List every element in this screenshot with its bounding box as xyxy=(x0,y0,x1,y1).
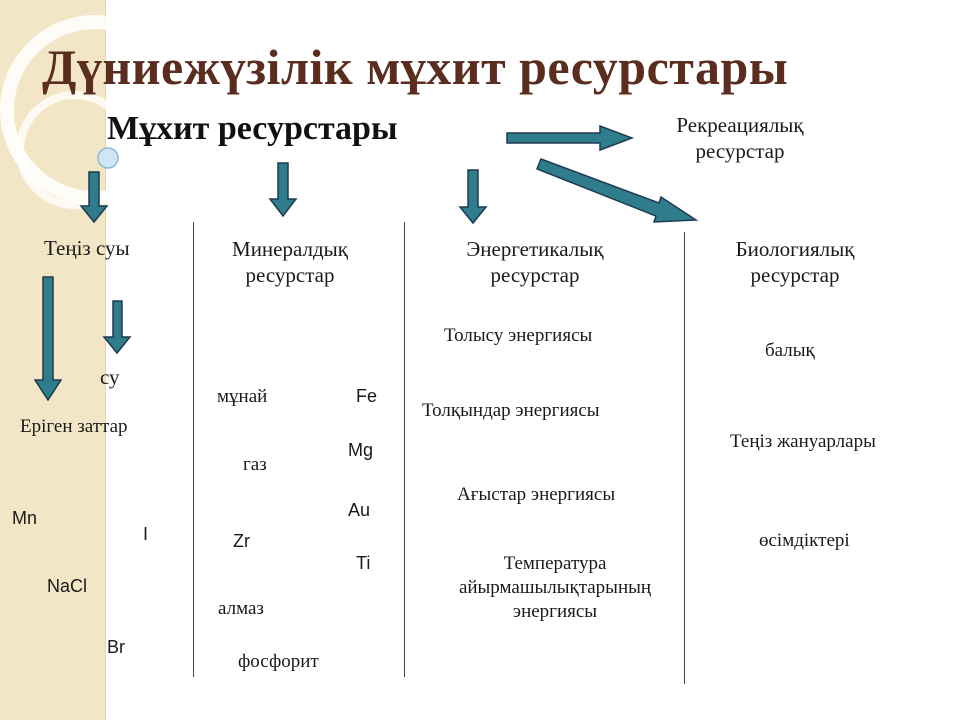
element-mn: Mn xyxy=(12,508,38,528)
sea-water-heading: Теңіз суы xyxy=(44,236,130,260)
arrow-down-icon xyxy=(270,163,296,216)
sea-animals-item: Теңіз жануарлары xyxy=(730,431,876,452)
dissolved-substances-item: Еріген заттар xyxy=(20,416,128,437)
element-mg: Mg xyxy=(348,440,374,460)
fish-item: балық xyxy=(765,340,815,361)
thermal-energy-item: Температура айырмашылықтарының энергиясы xyxy=(458,553,652,622)
wave-energy-item: Толқындар энергиясы xyxy=(422,400,600,421)
subtitle: Мұхит ресурстары xyxy=(107,110,398,147)
oil-item: мұнай xyxy=(217,386,268,407)
element-au: Au xyxy=(348,500,371,520)
arrow-diagonal-icon xyxy=(537,159,696,222)
mineral-heading: Минералдық ресурстар xyxy=(232,237,348,288)
arrow-right-icon xyxy=(507,126,632,150)
arrow-down-icon xyxy=(81,172,107,222)
energy-heading: Энергетикалық ресурстар xyxy=(466,237,604,288)
element-ti: Ti xyxy=(356,553,371,573)
plants-item: өсімдіктері xyxy=(759,530,850,551)
tidal-energy-item: Толысу энергиясы xyxy=(444,325,593,346)
arrow-down-icon xyxy=(35,277,61,400)
element-br: Br xyxy=(107,637,125,657)
arrow-down-icon xyxy=(460,170,486,223)
element-zr: Zr xyxy=(233,531,250,551)
arrow-down-icon xyxy=(104,301,130,353)
biological-heading: Биологиялық ресурстар xyxy=(735,237,855,288)
diamond-item: алмаз xyxy=(218,598,264,619)
recreational-resources-label: Рекреациялық ресурстар xyxy=(676,113,804,164)
current-energy-item: Ағыстар энергиясы xyxy=(457,484,616,505)
water-item: су xyxy=(100,365,120,389)
element-i: I xyxy=(143,524,149,544)
phosphorite-item: фосфорит xyxy=(238,651,319,672)
page-title: Дүниежүзілік мұхит ресурстары xyxy=(42,39,789,95)
element-nacl: NaCl xyxy=(47,576,88,596)
gas-item: газ xyxy=(243,454,267,475)
element-fe: Fe xyxy=(356,386,378,406)
